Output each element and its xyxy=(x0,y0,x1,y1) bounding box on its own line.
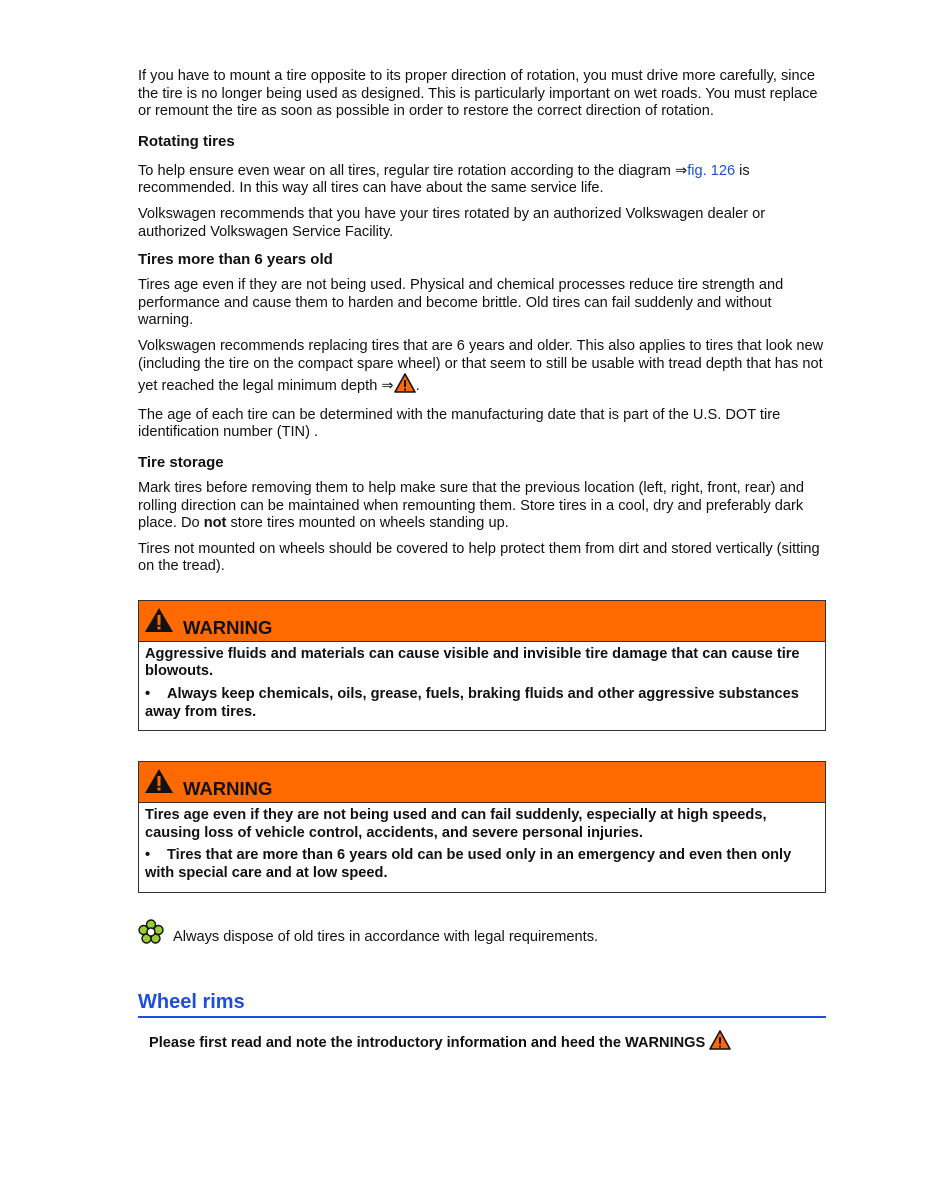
warning-text: Tires age even if they are not being used and can fail suddenly, especially at high speeds, causing loss of vehicle control, accidents, and severe personal injuries. xyxy=(145,807,767,841)
storage-text-after: store tires mounted on wheels standing up. xyxy=(226,515,509,532)
paragraph-storage-1 xyxy=(138,480,826,533)
environment-flower-icon xyxy=(138,919,164,950)
paragraph-rotating-2: Volkswagen recommends that you have your tires rotated by an authorized Volkswagen dealer or authorized Volkswagen Service Facility. xyxy=(138,205,766,240)
figure-link[interactable]: fig. 126 xyxy=(687,162,736,179)
warning-box-fluids xyxy=(138,600,826,731)
heading-rotating-tires: Rotating tires xyxy=(138,132,235,150)
bullet-marker: • xyxy=(145,847,151,864)
paragraph-direction-of-rotation: If you have to mount a tire opposite to its proper direction of rotation, you must drive more carefully, since the tire is no longer being used as designed. This is particularly important on wet roads. You must replace or remount the tire as soon as possible in order to restore the correct direction of rotation. xyxy=(138,68,818,120)
warning-triangle-icon[interactable] xyxy=(709,1030,731,1054)
warning-body xyxy=(139,803,825,891)
paragraph-old-2 xyxy=(138,338,826,399)
paragraph-storage-2: Tires not mounted on wheels should be covered to help protect them from dirt and stored vertically (sitting on the tread). xyxy=(138,540,820,575)
warning-header xyxy=(139,762,825,803)
paragraph-old-1: Tires age even if they are not being used. Physical and chemical processes reduce tire strength and performance and cause them to harden and become brittle. Old tires can fail suddenly and without warning. xyxy=(138,277,784,329)
paragraph-rotating-1 xyxy=(138,163,826,198)
old-text-before: Volkswagen recommends replacing tires that are 6 years and older. This also applies to tires that look new (including the tire on the compact spare wheel) or that seem to still be usable with tread depth that has not yet reached the legal minimum depth ⇒ xyxy=(138,337,824,395)
rotating-text-after: is recommended. In this way all tires can have about the same service life. xyxy=(138,162,750,197)
old-text-after: . xyxy=(415,378,420,395)
storage-text-bold: not xyxy=(203,515,227,532)
bullet-marker: • xyxy=(145,686,151,703)
warning-triangle-icon[interactable] xyxy=(394,373,416,399)
warning-text: Aggressive fluids and materials can cause visible and invisible tire damage that can cause tire blowouts. xyxy=(145,645,800,680)
intro-text: Please first read and note the introductory information and heed the WARNINGS xyxy=(149,1034,706,1051)
warning-triangle-icon xyxy=(144,768,174,799)
warning-title: WARNING xyxy=(183,616,273,638)
rotating-text-before: To help ensure even wear on all tires, regular tire rotation according to the diagram ⇒ xyxy=(138,162,688,179)
section-title-wheel-rims: Wheel rims xyxy=(138,991,826,1018)
warning-bullet-text: Always keep chemicals, oils, grease, fuels, braking fluids and other aggressive substances away from tires. xyxy=(145,686,799,720)
heading-old-tires: Tires more than 6 years old xyxy=(138,251,333,269)
warning-title: WARNING xyxy=(183,778,273,800)
warning-body xyxy=(139,642,825,730)
section-intro xyxy=(138,1030,826,1054)
environment-note xyxy=(138,919,826,949)
warning-bullet-text: Tires that are more than 6 years old can be used only in an emergency and even then only with special care and at low speed. xyxy=(145,847,792,882)
environment-text: Always dispose of old tires in accordance with legal requirements. xyxy=(173,928,599,945)
warning-box-age xyxy=(138,761,826,892)
page-content xyxy=(138,68,826,1054)
warning-triangle-icon xyxy=(144,607,174,638)
storage-text-before: Mark tires before removing them to help make sure that the previous location (left, right, front, rear) and rolling direction can be maintained when remounting them. Store tires in a cool, dry and preferably dark place. Do xyxy=(138,479,804,532)
warning-header xyxy=(139,601,825,642)
paragraph-old-3: The age of each tire can be determined with the manufacturing date that is part of the U.S. DOT tire identification number (TIN) . xyxy=(138,406,781,441)
heading-tire-storage: Tire storage xyxy=(138,453,224,471)
warning-bullet-item xyxy=(145,847,819,882)
warning-bullet-item xyxy=(145,686,819,721)
